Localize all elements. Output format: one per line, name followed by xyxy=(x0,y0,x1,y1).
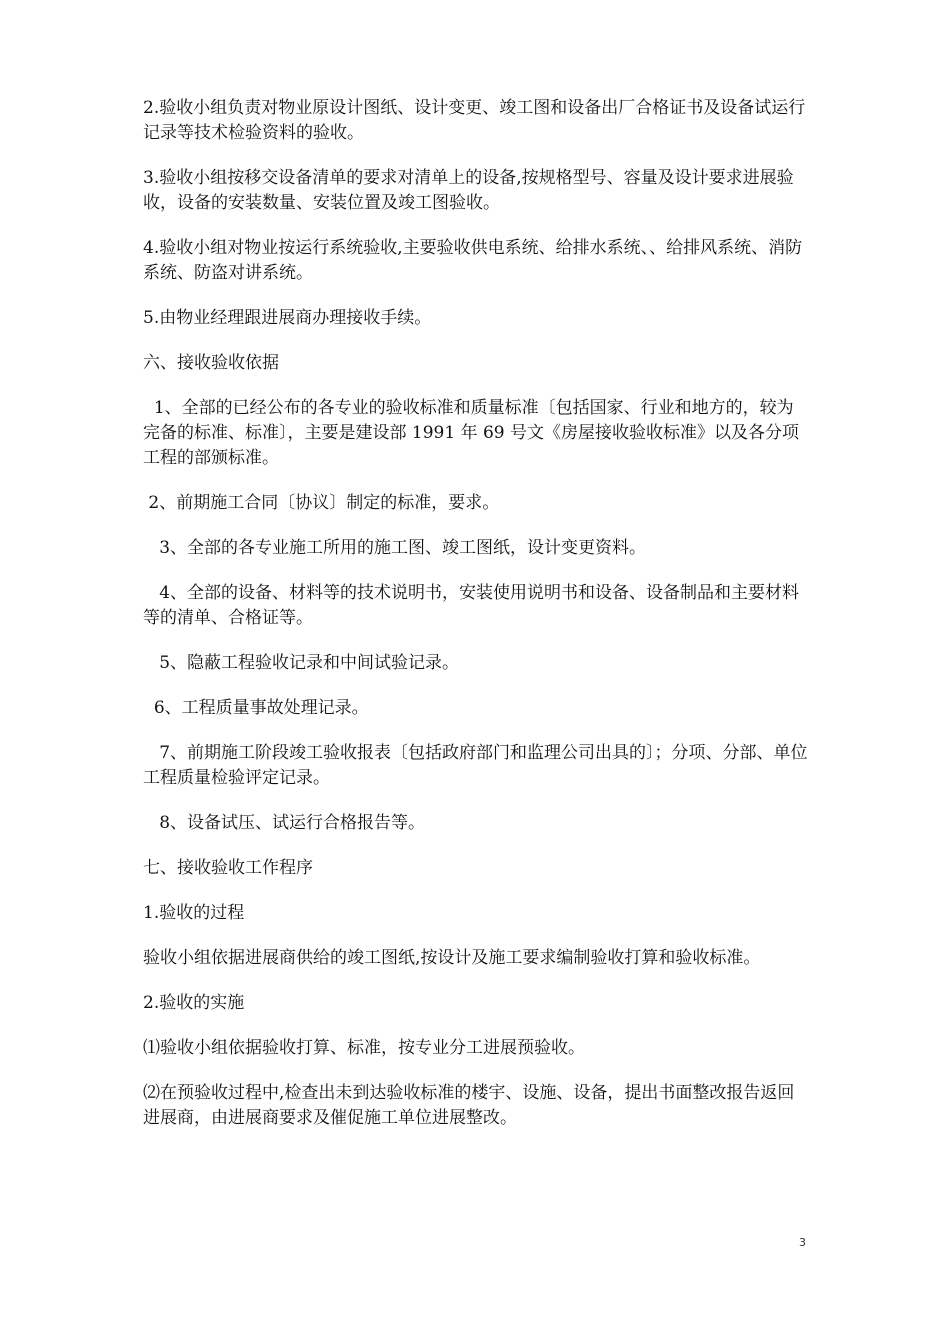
basis-item-1: 1、全部的已经公布的各专业的验收标准和质量标准〔包括国家、行业和地方的，较为完备的标准、标准〕，主要是建设部 1991 年 69 号文《房屋接收验收标准》以及各分项工程的部颁标准。 xyxy=(143,398,800,468)
implementation-item-1: ⑴验收小组依据验收打算、标准，按专业分工进展预验收。 xyxy=(143,1038,585,1058)
basis-item-7: 7、前期施工阶段竣工验收报表〔包括政府部门和监理公司出具的〕；分项、分部、单位工程质量检验评定记录。 xyxy=(143,743,808,788)
section-heading-seven: 七、接收验收工作程序 xyxy=(143,858,313,878)
basis-item-8: 8、设备试压、试运行合格报告等。 xyxy=(143,813,426,833)
section-heading-six: 六、接收验收依据 xyxy=(143,353,279,373)
subheading-implementation: 2.验收的实施 xyxy=(143,993,245,1013)
paragraph-acceptance-item-3: 3.验收小组按移交设备清单的要求对清单上的设备,按规格型号、容量及设计要求进展验收，设备的安装数量、安装位置及竣工图验收。 xyxy=(143,168,794,213)
page-number: 3 xyxy=(799,1236,806,1249)
basis-item-4: 4、全部的设备、材料等的技术说明书，安装使用说明书和设备、设备制品和主要材料等的清单、合格证等。 xyxy=(143,583,800,628)
paragraph-process-body: 验收小组依据进展商供给的竣工图纸,按设计及施工要求编制验收打算和验收标准。 xyxy=(143,948,761,968)
document-body xyxy=(143,96,808,1151)
implementation-item-2: ⑵在预验收过程中,检查出未到达验收标准的楼宇、设施、设备，提出书面整改报告返回进展商，由进展商要求及催促施工单位进展整改。 xyxy=(143,1083,795,1128)
paragraph-acceptance-item-5: 5.由物业经理跟进展商办理接收手续。 xyxy=(143,308,432,328)
basis-item-2: 2、前期施工合同〔协议〕制定的标准，要求。 xyxy=(143,493,500,513)
basis-item-6: 6、工程质量事故处理记录。 xyxy=(143,698,369,718)
basis-item-3: 3、全部的各专业施工所用的施工图、竣工图纸，设计变更资料。 xyxy=(143,538,647,558)
subheading-process: 1.验收的过程 xyxy=(143,903,245,923)
paragraph-acceptance-item-2: 2.验收小组负责对物业原设计图纸、设计变更、竣工图和设备出厂合格证书及设备试运行记录等技术检验资料的验收。 xyxy=(143,98,806,143)
basis-item-5: 5、隐蔽工程验收记录和中间试验记录。 xyxy=(143,653,460,673)
paragraph-acceptance-item-4: 4.验收小组对物业按运行系统验收,主要验收供电系统、给排水系统、、给排风系统、消防系统、防盗对讲系统。 xyxy=(143,238,803,283)
